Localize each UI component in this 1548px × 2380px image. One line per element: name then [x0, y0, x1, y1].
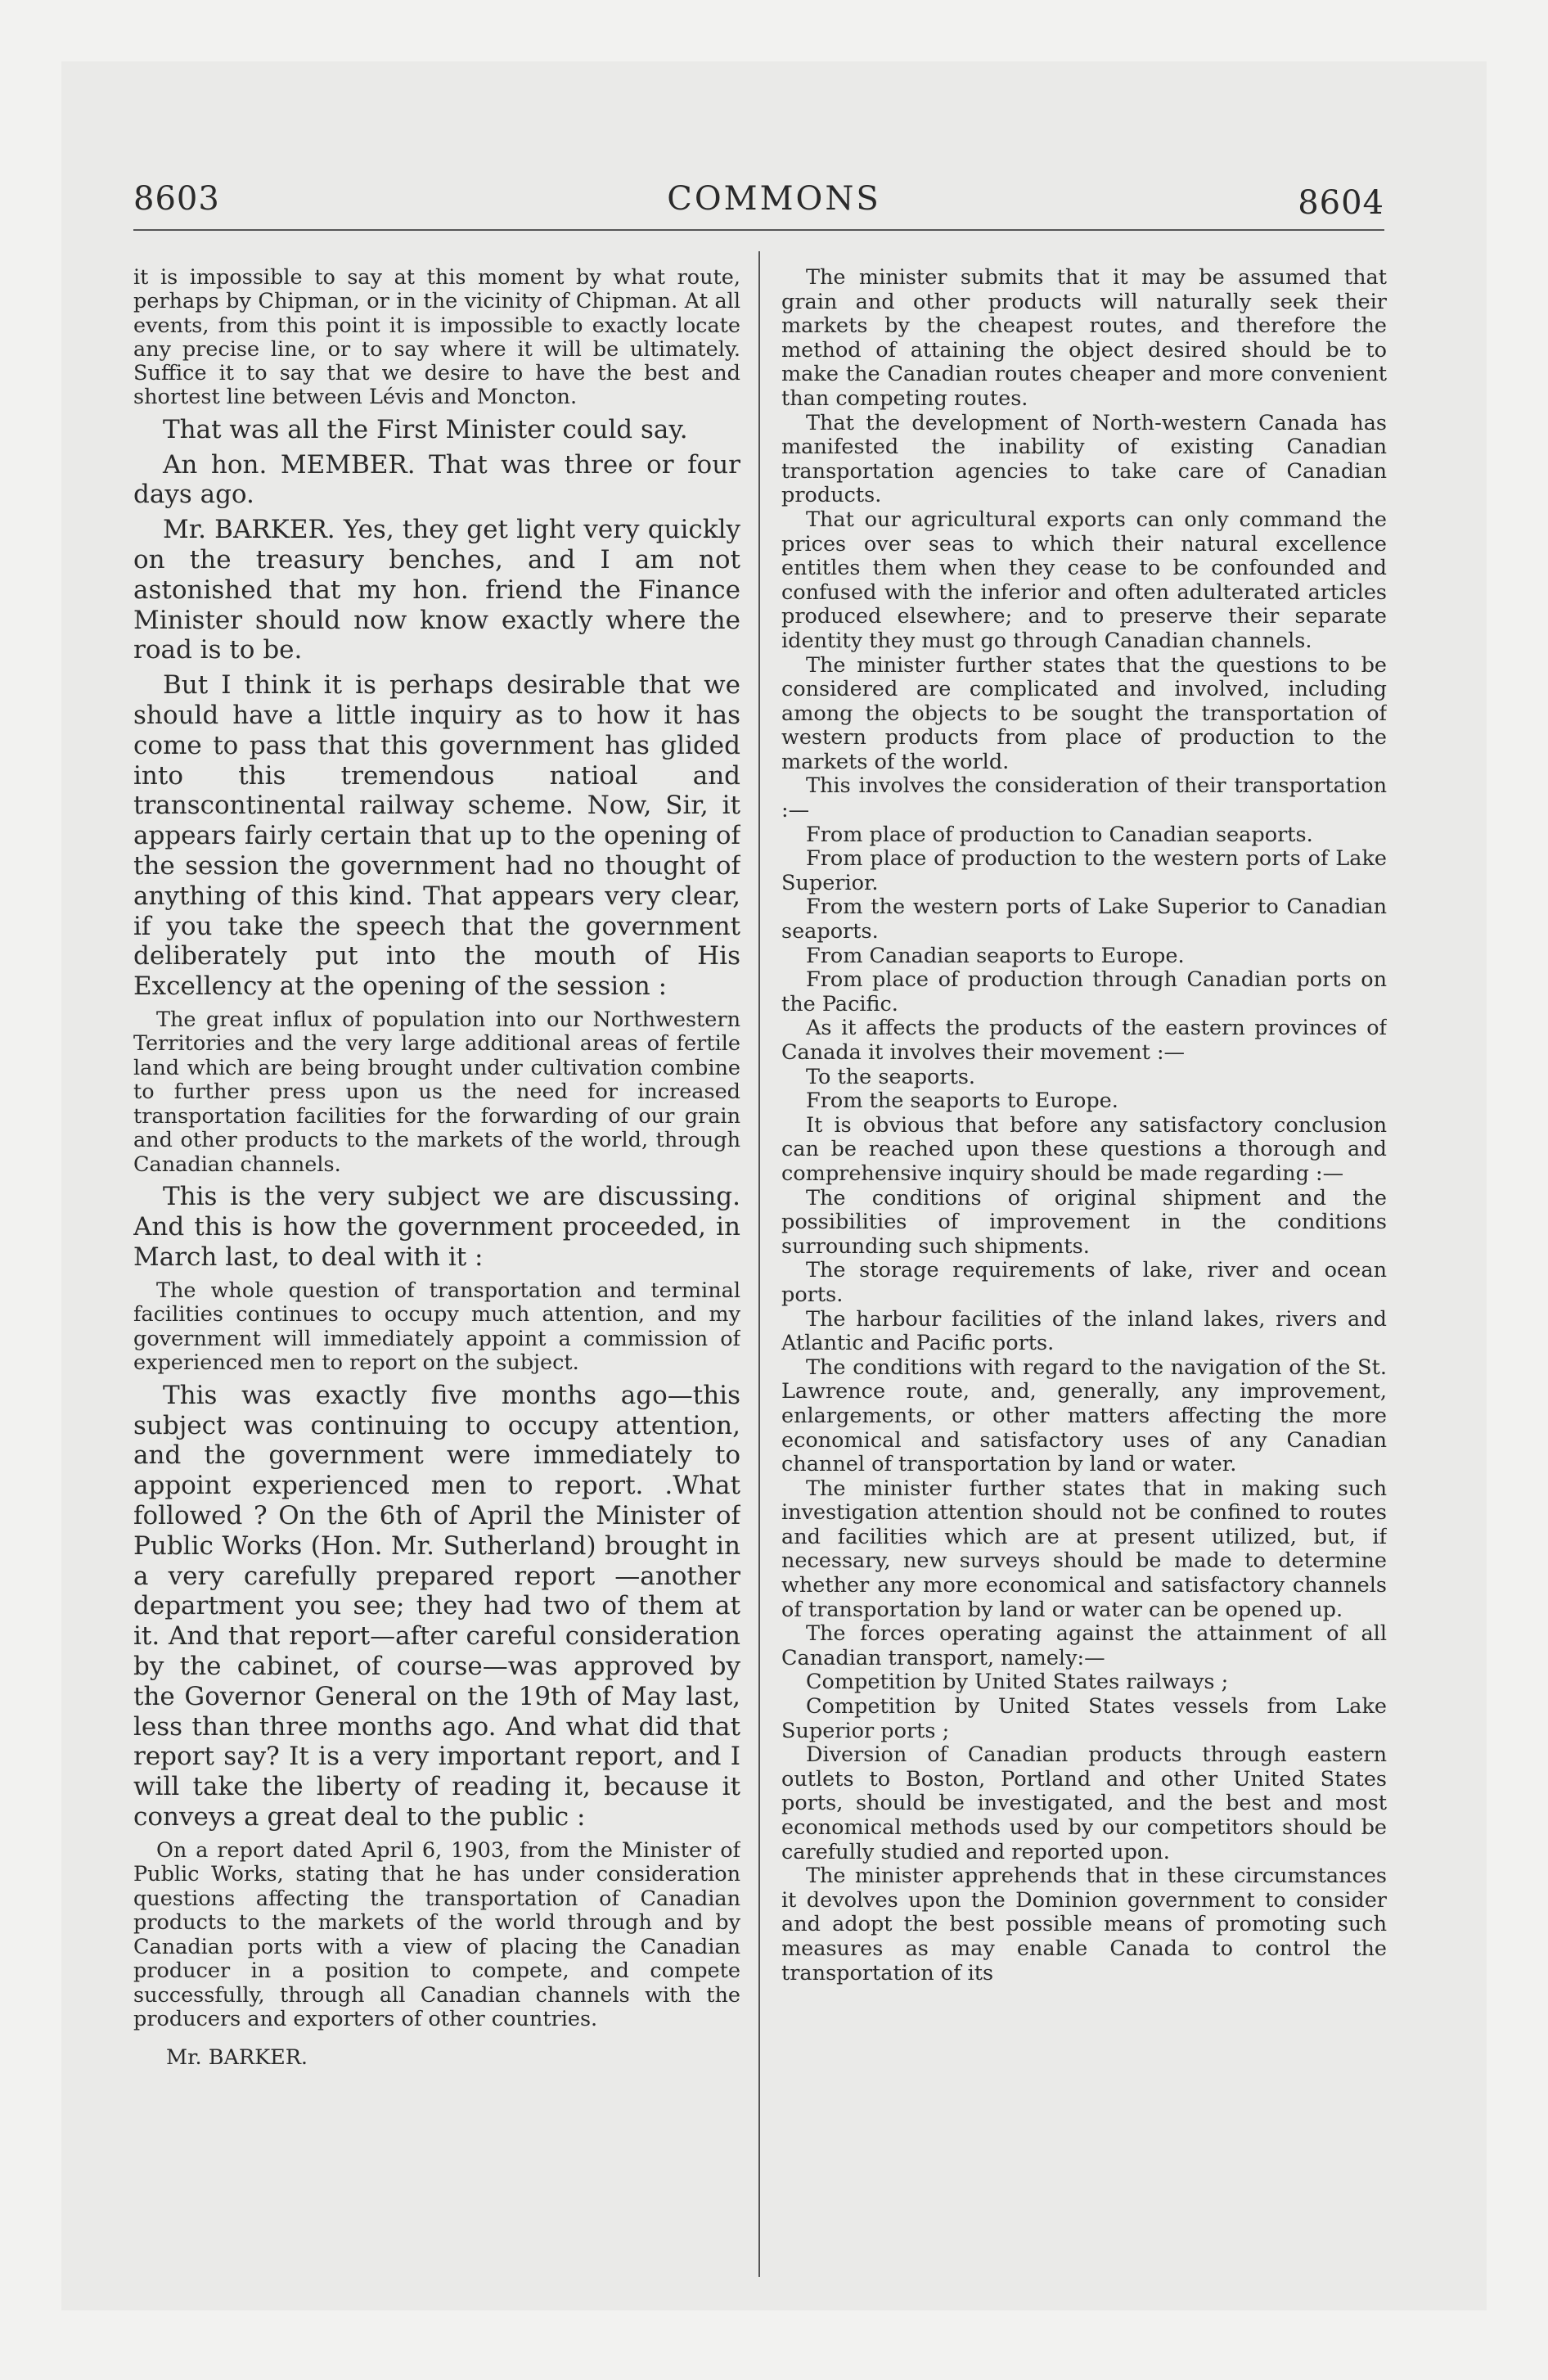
paragraph: It is obvious that before any satisfactory conclusion can be reached upon these questions a thorough and comprehensive inquiry should be made regarding :— — [781, 1112, 1387, 1186]
speaker-footer: Mr. BARKER. — [166, 2044, 308, 2070]
hansard-page — [61, 61, 1487, 2310]
paragraph: it is impossible to say at this moment by what route, perhaps by Chipman, or in the vicinity of Chipman. At all events, from this point it is impossible to exactly locate any precise line, or to say where it will be ultimately. Suffice it to say that we desire to have the best and shortest line between Lévis and Moncton. — [133, 266, 740, 410]
quoted-passage: On a report dated April 6, 1903, from the Minister of Public Works, stating that he has under consideration questions affecting the transportation of Canadian products to the markets of the world through and by Canadian ports with a view of placing the Canadian producer in a position to compete, and compete successfully, through all Canadian channels with the producers and exporters of other countries. — [133, 1837, 740, 2032]
paragraph: Competition by United States railways ; — [806, 1670, 1229, 1695]
paragraph: From place of production through Canadian ports on the Pacific. — [781, 967, 1387, 1016]
paragraph: This was exactly five months ago—this subject was continuing to occupy attention, and the government were immediately to appoint experienced men to report. .What followed ? On the 6th of April the Minister of Public Works (Hon. Mr. Sutherland) brought in a very carefully prepared report —another department you see; they had two of them at it. And that report—after careful consideration by the cabinet, of course—was approved by the Governor General on the 19th of May last, less than three months ago. And what did that report say? It is a very important report, and I will take the liberty of reading it, because it conveys a great deal to the public : — [133, 1380, 740, 1832]
paragraph: This is the very subject we are discussing. And this is how the government proceeded, in March last, to deal with it : — [133, 1182, 740, 1273]
right-page-number: 8604 — [1298, 184, 1384, 222]
paragraph: The storage requirements of lake, river and ocean ports. — [781, 1258, 1387, 1307]
paragraph: An hon. MEMBER. That was three or four days ago. — [133, 449, 740, 510]
paragraph: Competition by United States vessels from Lake Superior ports ; — [781, 1694, 1387, 1743]
left-column — [133, 266, 740, 2283]
paragraph: From place of production to the western ports of Lake Superior. — [781, 846, 1387, 895]
quoted-passage: The whole question of transportation and terminal facilities continues to occupy much attention, and my government will immediately appoint a commission of experienced men to report on the subject. — [133, 1278, 740, 1376]
paragraph: But I think it is perhaps desirable that we should have a little inquiry as to how it has come to pass that this government has glided into this tremendous natioal and transcontinental railway scheme. Now, Sir, it appears fairly certain that up to the opening of the session the government had no thought of anything of this kind. That appears very clear, if you take the speech that the government deliberately put into the mouth of His Excellency at the opening of the session : — [133, 670, 740, 1002]
paragraph: The conditions of original shipment and the possibilities of improvement in the conditions surrounding such shipments. — [781, 1185, 1387, 1259]
paragraph: The harbour facilities of the inland lakes, rivers and Atlantic and Pacific ports. — [781, 1306, 1387, 1356]
scanned-page — [61, 61, 1487, 2310]
left-page-number: 8603 — [133, 180, 220, 218]
paragraph: The minister apprehends that in these circumstances it devolves upon the Dominion government to consider and adopt the best possible means of promoting such measures as may enable Canada to control the transportation of its — [781, 1864, 1387, 1986]
paragraph: The conditions with regard to the navigation of the St. Lawrence route, and, generally, any improvement, enlargements, or other matters affecting the more economical and satisfactory uses of any Canadian channel of transportation by land or water. — [781, 1355, 1387, 1477]
paragraph: From Canadian seaports to Europe. — [806, 943, 1185, 968]
paragraph: The minister submits that it may be assumed that grain and other products will naturally seek their markets by the cheapest routes, and therefore the method of attaining the object desired should be to make the Canadian routes cheaper and more convenient than competing routes. — [781, 266, 1387, 411]
paragraph: That was all the First Minister could say. — [163, 414, 688, 444]
paragraph: From the seaports to Europe. — [806, 1089, 1118, 1114]
paragraph: As it affects the products of the eastern provinces of Canada it involves their movement :— — [781, 1016, 1387, 1065]
paragraph: The forces operating against the attainment of all Canadian transport, namely:— — [781, 1621, 1387, 1670]
paragraph: Diversion of Canadian products through eastern outlets to Boston, Portland and other United States ports, should be investigated, and the best and most economical methods used by our competitors should be carefully studied and reported upon. — [781, 1742, 1387, 1864]
quoted-passage: The great influx of population into our Northwestern Territories and the very large additional areas of fertile land which are being brought under cultivation combine to further press upon us the need for increased transportation facilities for the forwarding of our grain and other products to the markets of the world, through Canadian channels. — [133, 1007, 740, 1177]
paragraph: This involves the consideration of their transportation :— — [781, 773, 1387, 823]
right-column — [781, 266, 1387, 2279]
page-title: COMMONS — [667, 180, 881, 218]
paragraph: That the development of North-western Canada has manifested the inability of existing Canadian transportation agencies to take care of Canadian products. — [781, 410, 1387, 508]
paragraph: That our agricultural exports can only command the prices over seas to which their natural excellence entitles them when they cease to be confounded and confused with the inferior and often adulterated articles produced elsewhere; and to preserve their separate identity they must go through Canadian channels. — [781, 507, 1387, 653]
paragraph: The minister further states that the questions to be considered are complicated and involved, including among the objects to be sought the transportation of western products from place of production to the markets of the world. — [781, 652, 1387, 774]
paragraph: The minister further states that in making such investigation attention should not be confined to routes and facilities which are at present utilized, but, if necessary, new surveys should be made to determine whether any more economical and satisfactory channels of transportation by land or water can be opened up. — [781, 1476, 1387, 1622]
column-divider — [758, 251, 760, 2277]
paragraph: From place of production to Canadian seaports. — [806, 822, 1313, 847]
paragraph: Mr. BARKER. Yes, they get light very quickly on the treasury benches, and I am not astonished that my hon. friend the Finance Minister should now know exactly where the road is to be. — [133, 515, 740, 665]
header-rule — [133, 229, 1384, 231]
paragraph: From the western ports of Lake Superior to Canadian seaports. — [781, 895, 1387, 944]
paragraph: To the seaports. — [806, 1064, 976, 1089]
